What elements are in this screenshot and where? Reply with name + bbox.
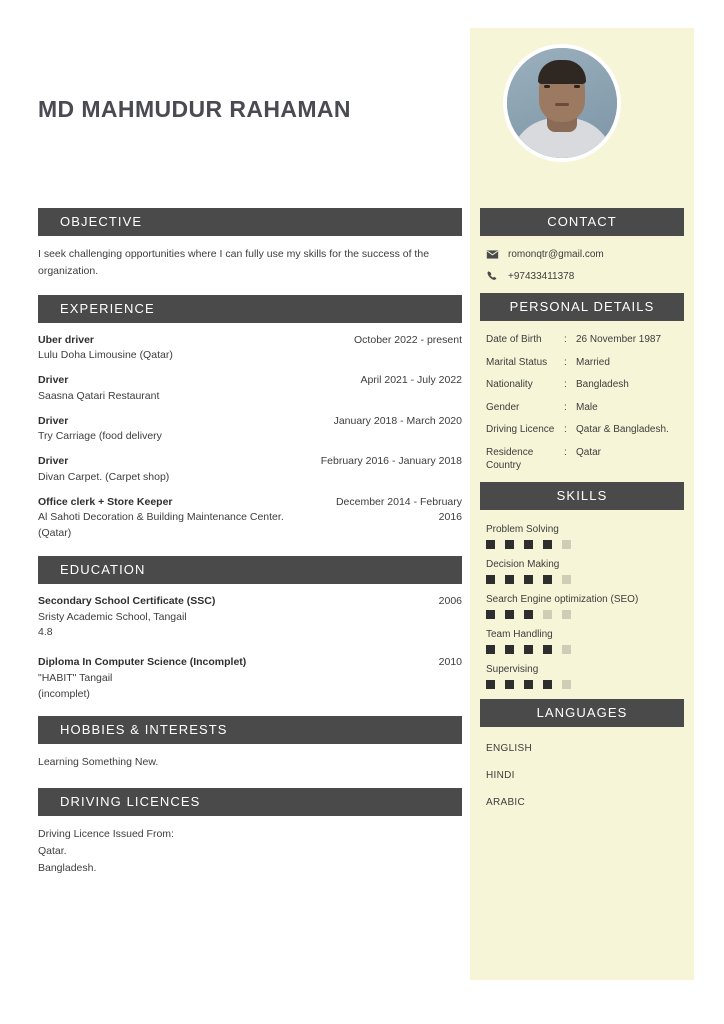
section-header-languages: LANGUAGES	[480, 699, 684, 727]
contact-email: romonqtr@gmail.com	[508, 249, 604, 260]
language-item: ARABIC	[486, 796, 526, 808]
personal-detail-colon: :	[564, 401, 567, 413]
education-extra: (incomplet)	[38, 687, 90, 700]
section-education	[38, 556, 462, 703]
section-skills	[470, 482, 694, 689]
experience-item	[38, 333, 462, 365]
skill-rating	[486, 610, 678, 619]
experience-item	[38, 454, 462, 486]
experience-role: Office clerk + Store Keeper	[38, 495, 173, 508]
experience-item	[38, 373, 462, 405]
section-hobbies	[38, 716, 462, 771]
experience-company: Divan Carpet. (Carpet shop)	[38, 470, 170, 483]
experience-role: Driver	[38, 374, 69, 387]
education-item	[38, 655, 462, 702]
section-driving-licences	[38, 788, 462, 878]
main-column	[38, 208, 462, 890]
personal-detail-value: Male	[576, 401, 598, 413]
personal-detail-colon: :	[564, 379, 567, 390]
experience-role: Driver	[38, 414, 69, 427]
experience-item	[38, 495, 462, 542]
section-languages	[470, 699, 694, 808]
section-header-personal-details: PERSONAL DETAILS	[480, 293, 684, 321]
objective-text: I seek challenging opportunities where I can fully use my skills for the success of the organization.	[38, 248, 430, 278]
personal-detail-value: Bangladesh	[576, 379, 629, 390]
personal-detail-colon: :	[564, 356, 567, 368]
experience-dates: January 2018 - March 2020	[333, 414, 462, 427]
section-header-driving-licences: DRIVING LICENCES	[38, 788, 462, 816]
skill-item	[486, 559, 678, 584]
section-header-experience: EXPERIENCE	[38, 295, 462, 323]
personal-detail-label: Marital Status	[486, 356, 548, 368]
personal-detail-label: Gender	[486, 401, 520, 413]
skill-name: Decision Making	[486, 558, 560, 570]
experience-dates: October 2022 - present	[354, 333, 462, 346]
hobbies-text: Learning Something New.	[38, 756, 159, 769]
skill-rating	[486, 645, 678, 654]
experience-role: Driver	[38, 455, 69, 468]
skill-item	[486, 664, 678, 689]
personal-detail-value: Qatar & Bangladesh.	[576, 424, 669, 435]
experience-dates: April 2021 - July 2022	[360, 374, 462, 387]
driving-line: Bangladesh.	[38, 862, 97, 875]
education-year: 2010	[438, 656, 462, 669]
personal-detail-row	[486, 423, 678, 437]
personal-detail-value: Qatar	[576, 446, 602, 458]
section-header-education: EDUCATION	[38, 556, 462, 584]
experience-company: Lulu Doha Limousine (Qatar)	[38, 349, 173, 362]
driving-line: Driving Licence Issued From:	[38, 827, 174, 840]
personal-detail-label: Nationality	[486, 379, 533, 390]
skill-name: Search Engine optimization (SEO)	[486, 593, 639, 605]
section-header-hobbies: HOBBIES & INTERESTS	[38, 716, 462, 744]
language-item: HINDI	[486, 769, 515, 781]
phone-icon	[486, 270, 499, 283]
avatar	[503, 44, 621, 162]
personal-detail-row	[486, 401, 678, 415]
education-degree: Diploma In Computer Science (Incomplet)	[38, 656, 247, 669]
experience-company: Al Sahoti Decoration & Building Maintenance Center. (Qatar)	[38, 511, 284, 540]
skill-item	[486, 594, 678, 619]
contact-phone: +97433411378	[508, 271, 575, 282]
envelope-icon	[486, 248, 499, 261]
page-title: MD MAHMUDUR RAHAMAN	[38, 96, 351, 122]
personal-detail-label: Residence Country	[486, 446, 534, 471]
skill-name: Problem Solving	[486, 523, 559, 535]
skill-name: Team Handling	[486, 628, 553, 640]
experience-item	[38, 414, 462, 446]
personal-detail-row	[486, 333, 678, 347]
avatar-photo	[507, 48, 617, 158]
experience-company: Saasna Qatari Restaurant	[38, 389, 160, 402]
skill-item	[486, 629, 678, 654]
section-contact	[470, 208, 694, 283]
personal-detail-row	[486, 356, 678, 370]
education-school: Sristy Academic School, Tangail	[38, 610, 187, 623]
education-year: 2006	[438, 594, 462, 607]
language-item: ENGLISH	[486, 742, 533, 754]
section-objective	[38, 208, 462, 281]
personal-detail-value: 26 November 1987	[576, 334, 662, 345]
personal-detail-colon: :	[564, 334, 567, 345]
section-experience	[38, 295, 462, 542]
skill-rating	[486, 680, 678, 689]
contact-phone-row[interactable]	[486, 270, 678, 283]
section-personal-details	[470, 293, 694, 473]
experience-dates: February 2016 - January 2018	[320, 455, 462, 468]
personal-detail-value: Married	[576, 356, 610, 368]
personal-detail-colon: :	[564, 446, 567, 458]
personal-detail-label: Driving Licence	[486, 424, 555, 435]
section-header-contact: CONTACT	[480, 208, 684, 236]
skill-item	[486, 524, 678, 549]
experience-role: Uber driver	[38, 333, 95, 346]
education-school: "HABIT" Tangail	[38, 671, 113, 684]
personal-detail-row	[486, 446, 678, 473]
skill-name: Supervising	[486, 663, 539, 675]
education-extra: 4.8	[38, 626, 53, 639]
personal-detail-row	[486, 378, 678, 392]
skill-rating	[486, 575, 678, 584]
contact-email-row[interactable]	[486, 248, 678, 261]
driving-line: Qatar.	[38, 845, 67, 857]
education-item	[38, 594, 462, 641]
personal-detail-colon: :	[564, 424, 567, 435]
experience-dates: December 2014 - February 2016	[335, 495, 462, 524]
sidebar-content	[470, 208, 694, 824]
section-header-objective: OBJECTIVE	[38, 208, 462, 236]
experience-company: Try Carriage (food delivery	[38, 430, 162, 443]
education-degree: Secondary School Certificate (SSC)	[38, 594, 216, 607]
personal-detail-label: Date of Birth	[486, 334, 542, 345]
section-header-skills: SKILLS	[480, 482, 684, 510]
skill-rating	[486, 540, 678, 549]
